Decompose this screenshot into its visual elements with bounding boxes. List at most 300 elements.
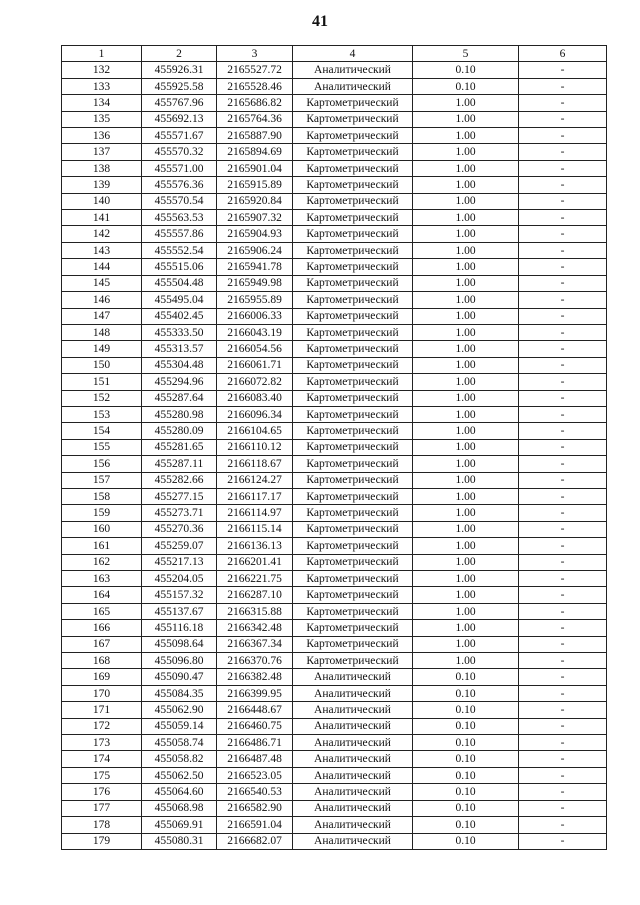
note-cell: -	[519, 505, 607, 521]
note-cell: -	[519, 587, 607, 603]
column-header-3: 3	[217, 46, 293, 62]
accuracy-cell: 1.00	[413, 571, 519, 587]
accuracy-cell: 1.00	[413, 636, 519, 652]
point-number-cell: 164	[62, 587, 142, 603]
note-cell: -	[519, 308, 607, 324]
method-cell: Аналитический	[293, 735, 413, 751]
method-cell: Картометрический	[293, 275, 413, 291]
point-number-cell: 156	[62, 456, 142, 472]
y-coordinate-cell: 2165528.46	[217, 78, 293, 94]
table-row	[62, 341, 607, 357]
note-cell: -	[519, 751, 607, 767]
point-number-cell: 151	[62, 374, 142, 390]
y-coordinate-cell: 2166382.48	[217, 669, 293, 685]
accuracy-cell: 1.00	[413, 275, 519, 291]
note-cell: -	[519, 390, 607, 406]
method-cell: Аналитический	[293, 800, 413, 816]
note-cell: -	[519, 341, 607, 357]
table-row	[62, 357, 607, 373]
y-coordinate-cell: 2165949.98	[217, 275, 293, 291]
y-coordinate-cell: 2165894.69	[217, 144, 293, 160]
accuracy-cell: 1.00	[413, 538, 519, 554]
accuracy-cell: 1.00	[413, 423, 519, 439]
point-number-cell: 169	[62, 669, 142, 685]
table-row	[62, 242, 607, 258]
x-coordinate-cell: 455333.50	[142, 324, 217, 340]
y-coordinate-cell: 2166054.56	[217, 341, 293, 357]
point-number-cell: 174	[62, 751, 142, 767]
point-number-cell: 137	[62, 144, 142, 160]
x-coordinate-cell: 455080.31	[142, 833, 217, 849]
accuracy-cell: 1.00	[413, 292, 519, 308]
accuracy-cell: 0.10	[413, 78, 519, 94]
method-cell: Картометрический	[293, 472, 413, 488]
method-cell: Картометрический	[293, 177, 413, 193]
note-cell: -	[519, 357, 607, 373]
point-number-cell: 142	[62, 226, 142, 242]
table-row	[62, 521, 607, 537]
accuracy-cell: 1.00	[413, 374, 519, 390]
accuracy-cell: 1.00	[413, 242, 519, 258]
y-coordinate-cell: 2165906.24	[217, 242, 293, 258]
method-cell: Картометрический	[293, 193, 413, 209]
method-cell: Картометрический	[293, 423, 413, 439]
y-coordinate-cell: 2165764.36	[217, 111, 293, 127]
note-cell: -	[519, 62, 607, 78]
x-coordinate-cell: 455563.53	[142, 210, 217, 226]
table-row	[62, 95, 607, 111]
table-row	[62, 144, 607, 160]
method-cell: Картометрический	[293, 390, 413, 406]
x-coordinate-cell: 455281.65	[142, 439, 217, 455]
table-row	[62, 636, 607, 652]
accuracy-cell: 0.10	[413, 800, 519, 816]
table-row	[62, 324, 607, 340]
x-coordinate-cell: 455270.36	[142, 521, 217, 537]
accuracy-cell: 1.00	[413, 226, 519, 242]
method-cell: Аналитический	[293, 685, 413, 701]
column-header-1: 1	[62, 46, 142, 62]
y-coordinate-cell: 2166523.05	[217, 767, 293, 783]
x-coordinate-cell: 455767.96	[142, 95, 217, 111]
table-row	[62, 62, 607, 78]
point-number-cell: 149	[62, 341, 142, 357]
method-cell: Картометрический	[293, 587, 413, 603]
point-number-cell: 153	[62, 406, 142, 422]
method-cell: Картометрический	[293, 505, 413, 521]
method-cell: Картометрический	[293, 357, 413, 373]
x-coordinate-cell: 455402.45	[142, 308, 217, 324]
y-coordinate-cell: 2166315.88	[217, 603, 293, 619]
y-coordinate-cell: 2165907.32	[217, 210, 293, 226]
y-coordinate-cell: 2166682.07	[217, 833, 293, 849]
y-coordinate-cell: 2165904.93	[217, 226, 293, 242]
x-coordinate-cell: 455495.04	[142, 292, 217, 308]
method-cell: Картометрический	[293, 242, 413, 258]
accuracy-cell: 1.00	[413, 259, 519, 275]
point-number-cell: 168	[62, 653, 142, 669]
method-cell: Картометрический	[293, 521, 413, 537]
note-cell: -	[519, 406, 607, 422]
y-coordinate-cell: 2166399.95	[217, 685, 293, 701]
point-number-cell: 160	[62, 521, 142, 537]
x-coordinate-cell: 455157.32	[142, 587, 217, 603]
accuracy-cell: 1.00	[413, 111, 519, 127]
method-cell: Картометрический	[293, 226, 413, 242]
note-cell: -	[519, 111, 607, 127]
table-row	[62, 390, 607, 406]
table-body	[62, 62, 607, 850]
point-number-cell: 171	[62, 702, 142, 718]
y-coordinate-cell: 2165901.04	[217, 160, 293, 176]
table-row	[62, 259, 607, 275]
point-number-cell: 176	[62, 784, 142, 800]
x-coordinate-cell: 455557.86	[142, 226, 217, 242]
table-row	[62, 439, 607, 455]
table-row	[62, 751, 607, 767]
accuracy-cell: 1.00	[413, 324, 519, 340]
y-coordinate-cell: 2166201.41	[217, 554, 293, 570]
method-cell: Картометрический	[293, 603, 413, 619]
point-number-cell: 146	[62, 292, 142, 308]
table-row	[62, 456, 607, 472]
point-number-cell: 135	[62, 111, 142, 127]
y-coordinate-cell: 2166448.67	[217, 702, 293, 718]
method-cell: Аналитический	[293, 669, 413, 685]
table-row	[62, 833, 607, 849]
table-row	[62, 718, 607, 734]
x-coordinate-cell: 455926.31	[142, 62, 217, 78]
method-cell: Картометрический	[293, 144, 413, 160]
note-cell: -	[519, 95, 607, 111]
y-coordinate-cell: 2166072.82	[217, 374, 293, 390]
accuracy-cell: 1.00	[413, 456, 519, 472]
y-coordinate-cell: 2166043.19	[217, 324, 293, 340]
method-cell: Картометрический	[293, 210, 413, 226]
table-row	[62, 653, 607, 669]
note-cell: -	[519, 702, 607, 718]
note-cell: -	[519, 603, 607, 619]
method-cell: Картометрический	[293, 292, 413, 308]
table-row	[62, 177, 607, 193]
method-cell: Картометрический	[293, 456, 413, 472]
column-header-5: 5	[413, 46, 519, 62]
method-cell: Аналитический	[293, 833, 413, 849]
note-cell: -	[519, 685, 607, 701]
y-coordinate-cell: 2166540.53	[217, 784, 293, 800]
x-coordinate-cell: 455068.98	[142, 800, 217, 816]
y-coordinate-cell: 2165527.72	[217, 62, 293, 78]
x-coordinate-cell: 455280.98	[142, 406, 217, 422]
table-row	[62, 702, 607, 718]
accuracy-cell: 1.00	[413, 308, 519, 324]
note-cell: -	[519, 439, 607, 455]
note-cell: -	[519, 193, 607, 209]
x-coordinate-cell: 455058.82	[142, 751, 217, 767]
point-number-cell: 133	[62, 78, 142, 94]
method-cell: Картометрический	[293, 95, 413, 111]
method-cell: Аналитический	[293, 751, 413, 767]
table-row	[62, 472, 607, 488]
accuracy-cell: 0.10	[413, 784, 519, 800]
point-number-cell: 161	[62, 538, 142, 554]
y-coordinate-cell: 2165941.78	[217, 259, 293, 275]
accuracy-cell: 1.00	[413, 341, 519, 357]
accuracy-cell: 1.00	[413, 390, 519, 406]
point-number-cell: 150	[62, 357, 142, 373]
point-number-cell: 167	[62, 636, 142, 652]
x-coordinate-cell: 455096.80	[142, 653, 217, 669]
accuracy-cell: 0.10	[413, 669, 519, 685]
method-cell: Картометрический	[293, 554, 413, 570]
y-coordinate-cell: 2165915.89	[217, 177, 293, 193]
point-number-cell: 148	[62, 324, 142, 340]
note-cell: -	[519, 488, 607, 504]
method-cell: Аналитический	[293, 78, 413, 94]
method-cell: Картометрический	[293, 538, 413, 554]
table-row	[62, 817, 607, 833]
column-header-6: 6	[519, 46, 607, 62]
y-coordinate-cell: 2166110.12	[217, 439, 293, 455]
x-coordinate-cell: 455280.09	[142, 423, 217, 439]
x-coordinate-cell: 455090.47	[142, 669, 217, 685]
point-number-cell: 139	[62, 177, 142, 193]
method-cell: Картометрический	[293, 341, 413, 357]
point-number-cell: 154	[62, 423, 142, 439]
accuracy-cell: 1.00	[413, 521, 519, 537]
note-cell: -	[519, 636, 607, 652]
note-cell: -	[519, 78, 607, 94]
point-number-cell: 145	[62, 275, 142, 291]
y-coordinate-cell: 2166117.17	[217, 488, 293, 504]
table-row	[62, 735, 607, 751]
x-coordinate-cell: 455062.50	[142, 767, 217, 783]
note-cell: -	[519, 767, 607, 783]
note-cell: -	[519, 160, 607, 176]
header-row	[62, 46, 607, 62]
note-cell: -	[519, 456, 607, 472]
point-number-cell: 158	[62, 488, 142, 504]
x-coordinate-cell: 455287.64	[142, 390, 217, 406]
accuracy-cell: 1.00	[413, 439, 519, 455]
point-number-cell: 166	[62, 620, 142, 636]
point-number-cell: 152	[62, 390, 142, 406]
accuracy-cell: 1.00	[413, 177, 519, 193]
table-row	[62, 193, 607, 209]
accuracy-cell: 0.10	[413, 702, 519, 718]
y-coordinate-cell: 2166096.34	[217, 406, 293, 422]
y-coordinate-cell: 2165955.89	[217, 292, 293, 308]
x-coordinate-cell: 455059.14	[142, 718, 217, 734]
note-cell: -	[519, 177, 607, 193]
table-row	[62, 571, 607, 587]
method-cell: Картометрический	[293, 111, 413, 127]
method-cell: Картометрический	[293, 374, 413, 390]
table-row	[62, 111, 607, 127]
table-row	[62, 423, 607, 439]
table-row	[62, 603, 607, 619]
note-cell: -	[519, 144, 607, 160]
method-cell: Картометрический	[293, 406, 413, 422]
table-row	[62, 226, 607, 242]
point-number-cell: 172	[62, 718, 142, 734]
point-number-cell: 141	[62, 210, 142, 226]
table-row	[62, 505, 607, 521]
method-cell: Картометрический	[293, 259, 413, 275]
x-coordinate-cell: 455062.90	[142, 702, 217, 718]
note-cell: -	[519, 718, 607, 734]
table-row	[62, 488, 607, 504]
y-coordinate-cell: 2166487.48	[217, 751, 293, 767]
table-row	[62, 538, 607, 554]
note-cell: -	[519, 571, 607, 587]
table-row	[62, 374, 607, 390]
point-number-cell: 178	[62, 817, 142, 833]
point-number-cell: 143	[62, 242, 142, 258]
note-cell: -	[519, 374, 607, 390]
x-coordinate-cell: 455064.60	[142, 784, 217, 800]
x-coordinate-cell: 455294.96	[142, 374, 217, 390]
point-number-cell: 134	[62, 95, 142, 111]
x-coordinate-cell: 455204.05	[142, 571, 217, 587]
y-coordinate-cell: 2165686.82	[217, 95, 293, 111]
y-coordinate-cell: 2166486.71	[217, 735, 293, 751]
note-cell: -	[519, 833, 607, 849]
note-cell: -	[519, 669, 607, 685]
point-number-cell: 155	[62, 439, 142, 455]
x-coordinate-cell: 455570.54	[142, 193, 217, 209]
table-row	[62, 587, 607, 603]
note-cell: -	[519, 226, 607, 242]
accuracy-cell: 1.00	[413, 210, 519, 226]
table-row	[62, 128, 607, 144]
x-coordinate-cell: 455137.67	[142, 603, 217, 619]
point-number-cell: 157	[62, 472, 142, 488]
method-cell: Картометрический	[293, 308, 413, 324]
x-coordinate-cell: 455692.13	[142, 111, 217, 127]
note-cell: -	[519, 472, 607, 488]
method-cell: Картометрический	[293, 653, 413, 669]
x-coordinate-cell: 455084.35	[142, 685, 217, 701]
coordinates-table	[61, 45, 607, 850]
note-cell: -	[519, 128, 607, 144]
point-number-cell: 147	[62, 308, 142, 324]
accuracy-cell: 1.00	[413, 620, 519, 636]
point-number-cell: 138	[62, 160, 142, 176]
table-row	[62, 685, 607, 701]
point-number-cell: 179	[62, 833, 142, 849]
method-cell: Картометрический	[293, 128, 413, 144]
column-header-2: 2	[142, 46, 217, 62]
method-cell: Аналитический	[293, 62, 413, 78]
x-coordinate-cell: 455925.58	[142, 78, 217, 94]
y-coordinate-cell: 2166006.33	[217, 308, 293, 324]
point-number-cell: 132	[62, 62, 142, 78]
x-coordinate-cell: 455058.74	[142, 735, 217, 751]
x-coordinate-cell: 455570.32	[142, 144, 217, 160]
accuracy-cell: 1.00	[413, 488, 519, 504]
x-coordinate-cell: 455304.48	[142, 357, 217, 373]
accuracy-cell: 0.10	[413, 62, 519, 78]
table-row	[62, 275, 607, 291]
point-number-cell: 170	[62, 685, 142, 701]
method-cell: Картометрический	[293, 571, 413, 587]
y-coordinate-cell: 2166221.75	[217, 571, 293, 587]
accuracy-cell: 1.00	[413, 505, 519, 521]
y-coordinate-cell: 2166124.27	[217, 472, 293, 488]
method-cell: Картометрический	[293, 636, 413, 652]
y-coordinate-cell: 2166582.90	[217, 800, 293, 816]
note-cell: -	[519, 620, 607, 636]
table-row	[62, 784, 607, 800]
y-coordinate-cell: 2166114.97	[217, 505, 293, 521]
y-coordinate-cell: 2166342.48	[217, 620, 293, 636]
accuracy-cell: 1.00	[413, 653, 519, 669]
accuracy-cell: 0.10	[413, 833, 519, 849]
y-coordinate-cell: 2166136.13	[217, 538, 293, 554]
point-number-cell: 173	[62, 735, 142, 751]
x-coordinate-cell: 455571.00	[142, 160, 217, 176]
accuracy-cell: 1.00	[413, 554, 519, 570]
point-number-cell: 165	[62, 603, 142, 619]
x-coordinate-cell: 455217.13	[142, 554, 217, 570]
note-cell: -	[519, 735, 607, 751]
table-row	[62, 554, 607, 570]
x-coordinate-cell: 455571.67	[142, 128, 217, 144]
x-coordinate-cell: 455287.11	[142, 456, 217, 472]
note-cell: -	[519, 817, 607, 833]
x-coordinate-cell: 455313.57	[142, 341, 217, 357]
method-cell: Картометрический	[293, 160, 413, 176]
table-row	[62, 669, 607, 685]
note-cell: -	[519, 210, 607, 226]
accuracy-cell: 0.10	[413, 685, 519, 701]
table-row	[62, 292, 607, 308]
table-row	[62, 210, 607, 226]
table-row	[62, 620, 607, 636]
table-row	[62, 406, 607, 422]
y-coordinate-cell: 2166287.10	[217, 587, 293, 603]
x-coordinate-cell: 455273.71	[142, 505, 217, 521]
method-cell: Аналитический	[293, 718, 413, 734]
y-coordinate-cell: 2166460.75	[217, 718, 293, 734]
x-coordinate-cell: 455282.66	[142, 472, 217, 488]
x-coordinate-cell: 455116.18	[142, 620, 217, 636]
note-cell: -	[519, 423, 607, 439]
accuracy-cell: 0.10	[413, 767, 519, 783]
point-number-cell: 136	[62, 128, 142, 144]
method-cell: Картометрический	[293, 439, 413, 455]
point-number-cell: 162	[62, 554, 142, 570]
y-coordinate-cell: 2166083.40	[217, 390, 293, 406]
y-coordinate-cell: 2166061.71	[217, 357, 293, 373]
x-coordinate-cell: 455504.48	[142, 275, 217, 291]
accuracy-cell: 1.00	[413, 144, 519, 160]
accuracy-cell: 1.00	[413, 193, 519, 209]
accuracy-cell: 1.00	[413, 95, 519, 111]
method-cell: Картометрический	[293, 324, 413, 340]
method-cell: Аналитический	[293, 767, 413, 783]
accuracy-cell: 0.10	[413, 735, 519, 751]
method-cell: Аналитический	[293, 817, 413, 833]
y-coordinate-cell: 2166367.34	[217, 636, 293, 652]
point-number-cell: 163	[62, 571, 142, 587]
note-cell: -	[519, 554, 607, 570]
column-header-4: 4	[293, 46, 413, 62]
point-number-cell: 175	[62, 767, 142, 783]
accuracy-cell: 1.00	[413, 128, 519, 144]
method-cell: Аналитический	[293, 784, 413, 800]
